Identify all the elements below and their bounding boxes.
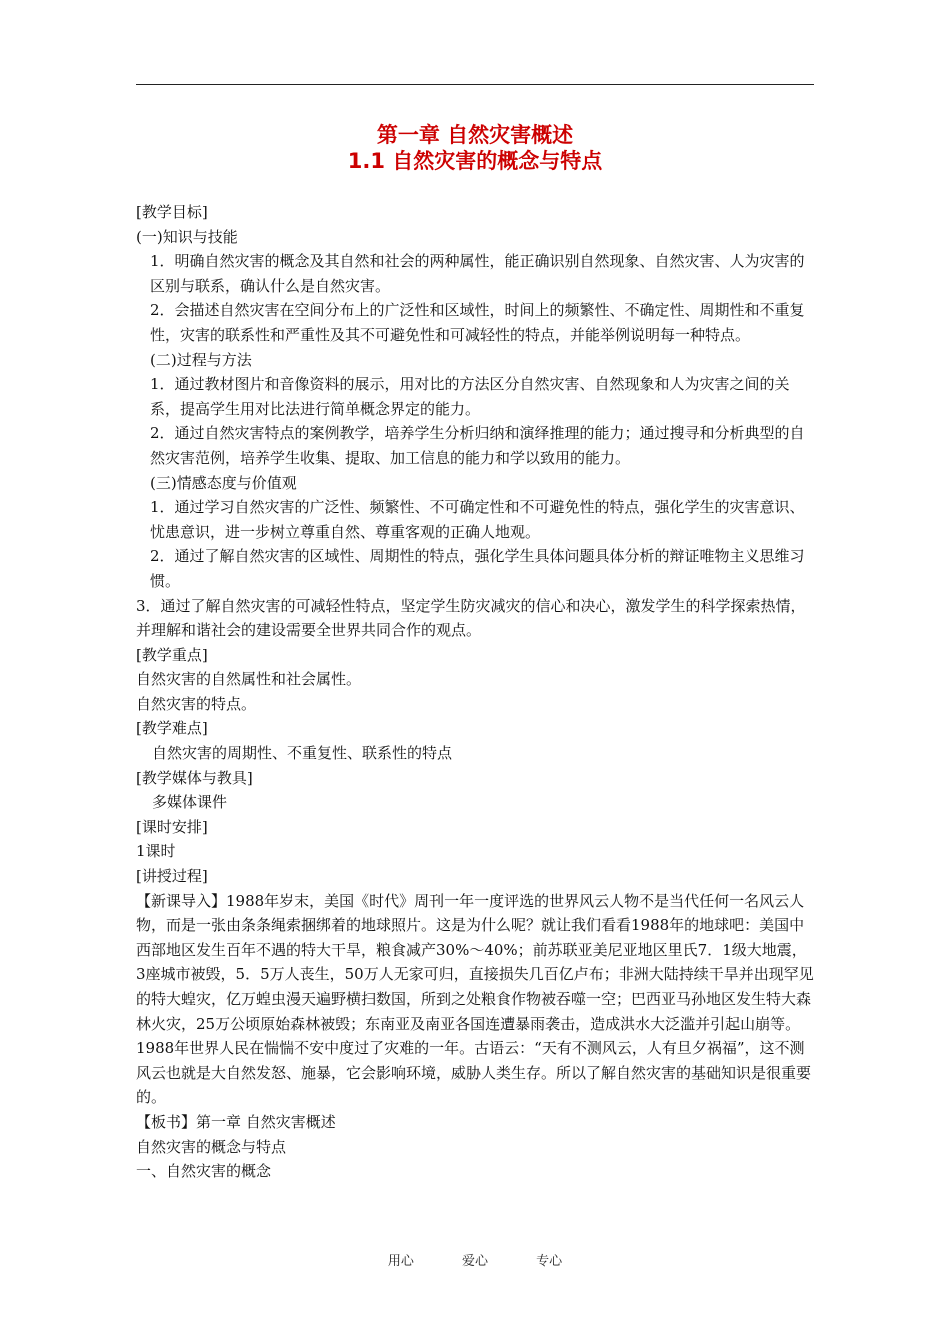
paragraph: [讲授过程] <box>136 867 208 886</box>
paragraph: [教学重点] <box>136 645 208 664</box>
footer-item: 专心 <box>536 1254 563 1269</box>
paragraph: [教学目标] <box>136 203 208 221</box>
paragraph: 【新课导入】1988年岁末，美国《时代》周刊一年一度评选的世界风云人物不是当代任何一名风云人物，而是一张由条条绳索捆绑着的地球照片。这是为什么呢？就让我们看看1988年的地球吧：美国中西部地区发生百年不遇的特大干旱，粮食减产30%～40%；前苏联亚美尼亚地区里氏7．1级大地震，3座城市被毁，5．5万人丧生，50万人无家可归，直接损失几百亿卢布；非洲大陆持续干旱并出现罕见的特大蝗灾，亿万蝗虫漫天遍野横扫数国，所到之处粮食作物被吞噬一空；巴西亚马孙地区发生特大森林火灾，25万公顷原始森林被毁；东南亚及南亚各国连遭暴雨袭击，造成洪水大泛滥并引起山崩等。1988年世界人民在惴惴不安中度过了灾难的一年。古语云：“天有不测风云，人有旦夕祸福”，这不测风云也就是大自然发怒、施暴，它会影响环境，威胁人类生存。所以了解自然灾害的基础知识是很重要的。 <box>136 891 814 1107</box>
paragraph: 【板书】第一章 自然灾害概述 <box>136 1112 336 1131</box>
chapter-title: 第一章 自然灾害概述 <box>376 123 574 147</box>
paragraph: 自然灾害的概念与特点 <box>136 1137 287 1156</box>
paragraph: 自然灾害的特点。 <box>136 694 257 713</box>
paragraph: (二)过程与方法 <box>150 350 252 369</box>
paragraph: 2．通过了解自然灾害的区域性、周期性的特点，强化学生具体问题具体分析的辩证唯物主义思维习惯。 <box>150 547 805 590</box>
paragraph: 1．通过教材图片和音像资料的展示，用对比的方法区分自然灾害、自然现象和人为灾害之间的关系，提高学生用对比法进行简单概念界定的能力。 <box>150 375 790 418</box>
document-body <box>136 200 814 1184</box>
paragraph: 3．通过了解自然灾害的可减轻性特点，坚定学生防灾减灾的信心和决心，激发学生的科学探索热情，并理解和谐社会的建设需要全世界共同合作的观点。 <box>136 596 806 640</box>
paragraph: 1．通过学习自然灾害的广泛性、频繁性、不可确定性和不可避免性的特点，强化学生的灾害意识、忧患意识，进一步树立尊重自然、尊重客观的正确人地观。 <box>150 498 805 541</box>
page-footer <box>0 1250 950 1269</box>
paragraph: 1．明确自然灾害的概念及其自然和社会的两种属性，能正确识别自然现象、自然灾害、人为灾害的区别与联系，确认什么是自然灾害。 <box>150 252 805 295</box>
paragraph: 一、自然灾害的概念 <box>136 1162 272 1181</box>
paragraph: (一)知识与技能 <box>136 227 238 246</box>
footer-item: 用心 <box>387 1254 414 1269</box>
paragraph: (三)情感态度与价值观 <box>150 473 297 492</box>
paragraph: [教学媒体与教具] <box>136 768 253 787</box>
paragraph: 1课时 <box>136 842 176 861</box>
paragraph: 自然灾害的周期性、不重复性、联系性的特点 <box>152 744 453 763</box>
paragraph: 自然灾害的自然属性和社会属性。 <box>136 670 362 689</box>
paragraph: [教学难点] <box>136 719 208 738</box>
footer-item: 爱心 <box>461 1254 488 1269</box>
paragraph: [课时安排] <box>136 817 208 836</box>
paragraph: 2．通过自然灾害特点的案例教学，培养学生分析归纳和演绎推理的能力；通过搜寻和分析典型的自然灾害范例，培养学生收集、提取、加工信息的能力和学以致用的能力。 <box>150 424 805 467</box>
header-rule <box>136 84 814 85</box>
section-title: 1.1 自然灾害的概念与特点 <box>347 149 603 173</box>
paragraph: 2．会描述自然灾害在空间分布上的广泛性和区域性，时间上的频繁性、不确定性、周期性和不重复性，灾害的联系性和严重性及其不可避免性和可减轻性的特点，并能举例说明每一种特点。 <box>150 301 805 344</box>
paragraph: 多媒体课件 <box>152 793 228 812</box>
